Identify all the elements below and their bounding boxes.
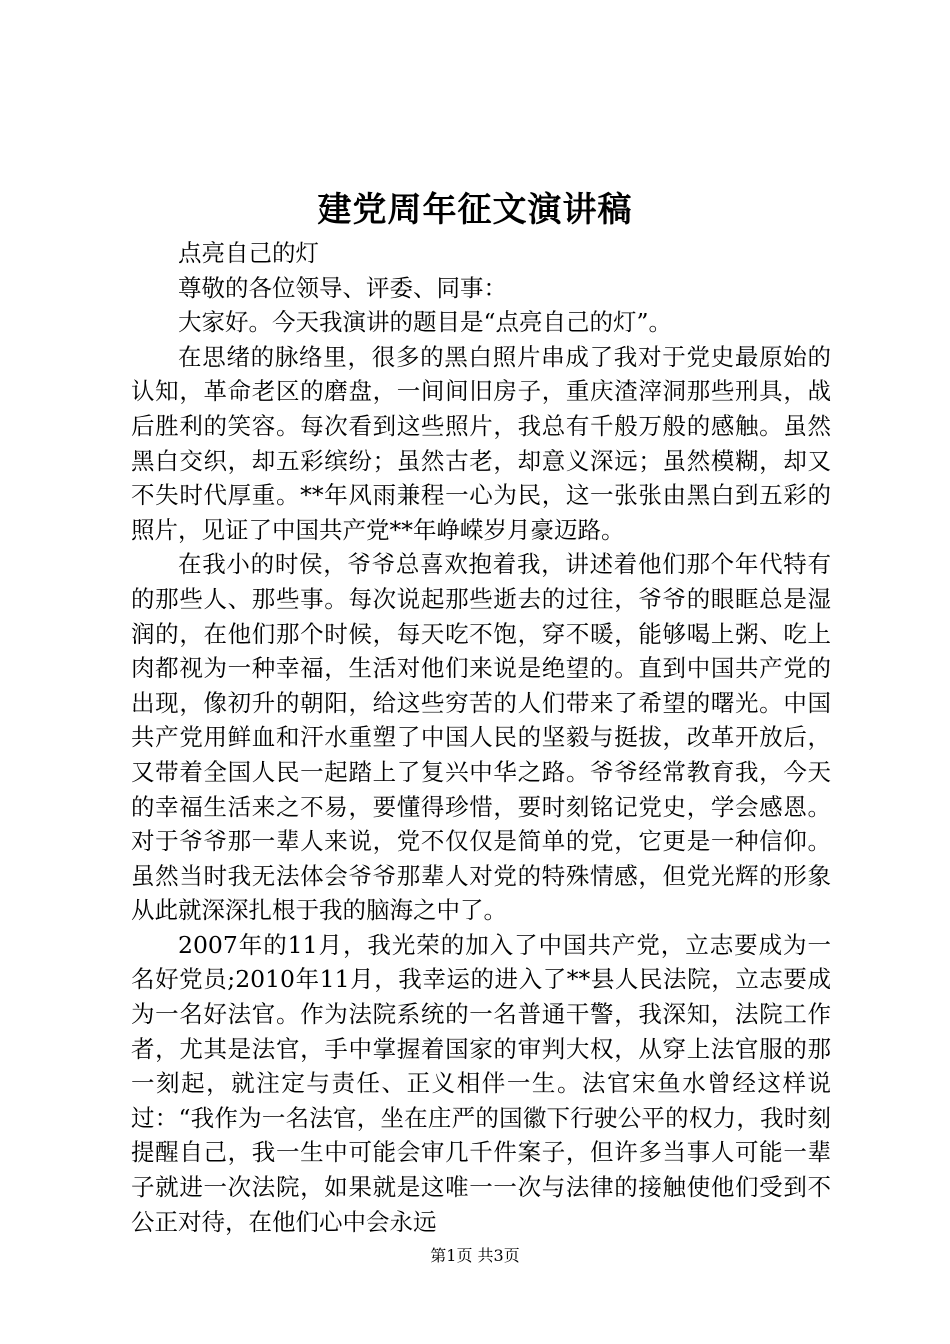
page-number-footer: 第1页 共3页 (430, 1246, 520, 1265)
greeting-line: 大家好。今天我演讲的题目是“点亮自己的灯”。 (178, 308, 673, 337)
salutation-line: 尊敬的各位领导、评委、同事： (178, 273, 507, 302)
document-body (131, 236, 831, 1239)
speech-topic-line: 点亮自己的灯 (178, 239, 319, 267)
body-paragraph: 2007年的11月，我光荣的加入了中国共产党，立志要成为一名好党员;2010年11月，我幸运的进入了**县人民法院，立志要成为一名好法官。作为法院系统的一名普通干警，我深知，法院工作者，尤其是法官，手中掌握着国家的审判大权，从穿上法官服的那一刻起，就注定与责任、正义相伴一生。法官宋鱼水曾经这样说过：“我作为一名法官，坐在庄严的国徽下行驶公平的权力，我时刻提醒自己，我一生中可能会审几千件案子，但许多当事人可能一辈子就进一次法院，如果就是这唯一一次与法律的接触使他们受到不公正对待，在他们心中会永远 (131, 930, 831, 1236)
body-paragraph: 在思绪的脉络里，很多的黑白照片串成了我对于党史最原始的认知，革命老区的磨盘，一间间旧房子，重庆渣滓洞那些刑具，战后胜利的笑容。每次看到这些照片，我总有千般万般的感触。虽然黑白交织，却五彩缤纷；虽然古老，却意义深远；虽然模糊，却又不失时代厚重。**年风雨兼程一心为民，这一张张由黑白到五彩的照片，见证了中国共产党**年峥嵘岁月豪迈路。 (131, 342, 831, 544)
body-paragraph: 在我小的时侯，爷爷总喜欢抱着我，讲述着他们那个年代特有的那些人、那些事。每次说起那些逝去的过往，爷爷的眼眶总是湿润的，在他们那个时候，每天吃不饱，穿不暖，能够喝上粥、吃上肉都视为一种幸福，生活对他们来说是绝望的。直到中国共产党的出现，像初升的朝阳，给这些穷苦的人们带来了希望的曙光。中国共产党用鲜血和汗水重塑了中国人民的坚毅与挺拔，改革开放后，又带着全国人民一起踏上了复兴中华之路。爷爷经常教育我，今天的幸福生活来之不易，要懂得珍惜，要时刻铭记党史，学会感恩。对于爷爷那一辈人来说，党不仅仅是简单的党，它更是一种信仰。虽然当时我无法体会爷爷那辈人对党的特殊情感，但党光辉的形象从此就深深扎根于我的脑海之中了。 (131, 550, 831, 925)
document-title: 建党周年征文演讲稿 (317, 190, 633, 230)
